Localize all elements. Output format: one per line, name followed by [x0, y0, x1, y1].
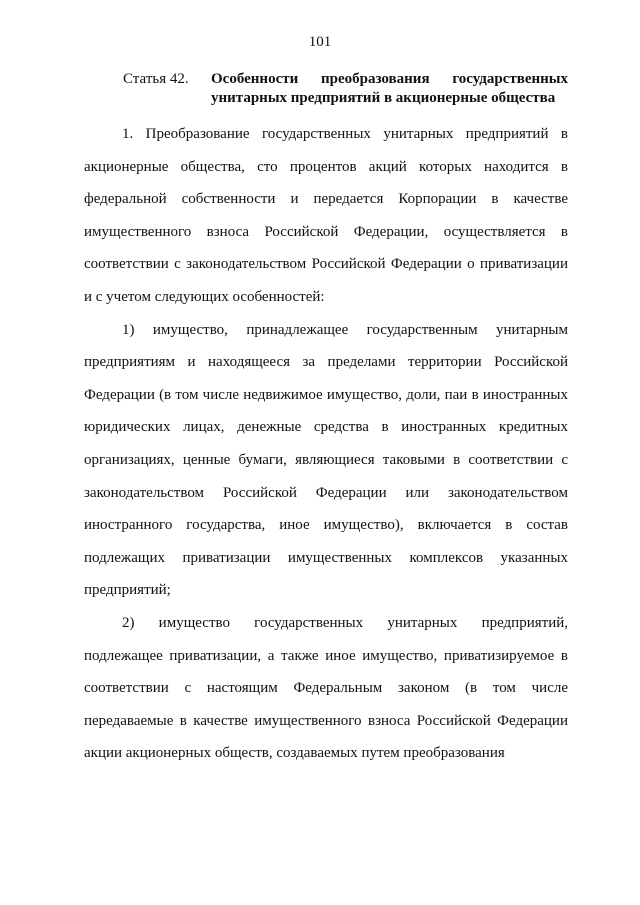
page-number: 101 — [308, 34, 332, 50]
paragraph-item-1: 1) имущество, принадлежащее государственным унитарным предприятиям и находящееся за пределами территории Российской Федерации (в том числе недвижимое имущество, доли, паи в иностранных юридических лицах, денежные средства в иностранных кредитных организациях, ценные бумаги, являющиеся таковыми в соответствии с законодательством Российской Федерации или законодательством иностранного государства, иное имущество), включается в состав подлежащих приватизации имущественных комплексов указанных предприятий; — [84, 321, 568, 599]
article-title: Особенности преобразования государственных унитарных предприятий в акционерные общества — [211, 71, 568, 106]
paragraph-item-2: 2) имущество государственных унитарных предприятий, подлежащее приватизации, а также иное имущество, приватизируемое в соответствии с настоящим Федеральным законом (в том числе передаваемые в качестве имущественного взноса Российской Федерации акции акционерных обществ, создаваемых путем преобразования — [84, 614, 568, 762]
paragraph-1: 1. Преобразование государственных унитарных предприятий в акционерные общества, сто процентов акций которых находится в федеральной собственности и передается Корпорации в качестве имущественного взноса Российской Федерации, осуществляется в соответствии с законодательством Российской Федерации о приватизации и с учетом следующих особенностей: — [84, 126, 568, 305]
article-label: Статья 42. — [123, 71, 189, 87]
article-body — [84, 118, 568, 770]
